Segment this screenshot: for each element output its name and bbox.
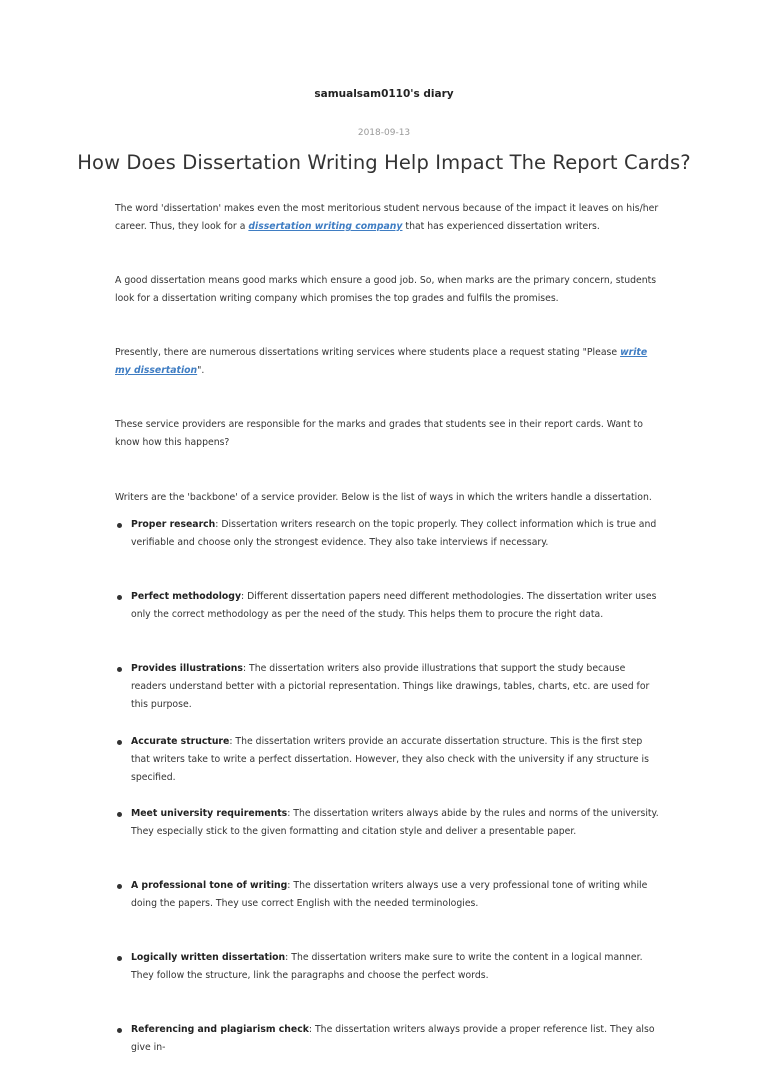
list-item-text: : The dissertation writers always use a very professional tone of writing while doing the papers. They use correct English with the needed terminologies. — [131, 880, 648, 909]
list-item-label: Logically written dissertation — [131, 952, 286, 963]
bullet-icon — [117, 740, 122, 745]
list-item-label: Perfect methodology — [131, 591, 242, 602]
list-item — [115, 805, 660, 841]
post-title: How Does Dissertation Writing Help Impact The Report Cards? — [77, 151, 691, 174]
list-item — [115, 588, 660, 624]
list-item-text: : The dissertation writers make sure to write the content in a logical manner. They follow the structure, link the paragraphs and choose the perfect words. — [131, 952, 643, 981]
list-item — [115, 660, 660, 714]
bullet-icon — [117, 595, 122, 600]
bullet-icon — [117, 667, 122, 672]
list-item-label: Provides illustrations — [131, 663, 243, 674]
list-item-text: : The dissertation writers also provide illustrations that support the study because readers understand better with a pictorial representation. Things like drawings, tables, charts, etc. are used for this purpose. — [131, 663, 650, 710]
list-item-label: Accurate structure — [131, 736, 230, 747]
post-date: 2018-09-13 — [357, 128, 411, 138]
list-item — [115, 733, 660, 787]
list-item-text: : The dissertation writers provide an accurate dissertation structure. This is the first step that writers take to write a perfect dissertation. However, they also check with the university if any structure is specified. — [131, 736, 649, 783]
paragraph-intro — [115, 200, 660, 236]
list-item-label: A professional tone of writing — [131, 880, 288, 891]
paragraph-marks: A good dissertation means good marks which ensure a good job. So, when marks are the primary concern, students look for a dissertation writing company which promises the top grades and fulfils the promises. — [115, 275, 657, 304]
bullet-icon — [117, 812, 122, 817]
blog-name[interactable]: samualsam0110's diary — [314, 88, 454, 100]
list-item-text: : The dissertation writers always provide a proper reference list. They also give in- — [131, 1024, 655, 1053]
list-item — [115, 949, 660, 985]
dissertation-company-link[interactable]: dissertation writing company — [248, 221, 403, 232]
list-item-text: : Dissertation writers research on the topic properly. They collect information which is true and verifiable and choose only the strongest evidence. They also take interviews if necessary. — [131, 519, 657, 548]
list-item-label: Meet university requirements — [131, 808, 288, 819]
list-item-label: Referencing and plagiarism check — [131, 1024, 309, 1035]
paragraph-text: Presently, there are numerous dissertations writing services where students place a request stating "Please — [115, 347, 621, 358]
paragraph-writers: Writers are the 'backbone' of a service provider. Below is the list of ways in which the writers handle a dissertation. — [115, 492, 652, 503]
list-item — [115, 516, 660, 552]
list-item-text: : Different dissertation papers need different methodologies. The dissertation writer uses only the correct methodology as per the need of the study. This helps them to procure the right data. — [131, 591, 657, 620]
list-item — [115, 1021, 660, 1057]
bullet-icon — [117, 523, 122, 528]
write-my-dissertation-link[interactable]: write my dissertation — [115, 347, 648, 376]
bullet-icon — [117, 956, 122, 961]
paragraph-services — [115, 344, 660, 380]
paragraph-text: that has experienced dissertation writers. — [402, 221, 600, 232]
list-item-label: Proper research — [131, 519, 216, 530]
bullet-icon — [117, 884, 122, 889]
bullet-icon — [117, 1028, 122, 1033]
list-item-text: : The dissertation writers always abide by the rules and norms of the university. They especially stick to the given formatting and citation style and deliver a presentable paper. — [131, 808, 659, 837]
paragraph-text: ". — [197, 365, 205, 376]
paragraph-text: The word 'dissertation' makes even the most meritorious student nervous because of the impact it leaves on his/her career. Thus, they look for a — [115, 203, 659, 232]
list-item — [115, 877, 660, 913]
paragraph-providers: These service providers are responsible for the marks and grades that students see in their report cards. Want to know how this happens? — [115, 419, 643, 448]
